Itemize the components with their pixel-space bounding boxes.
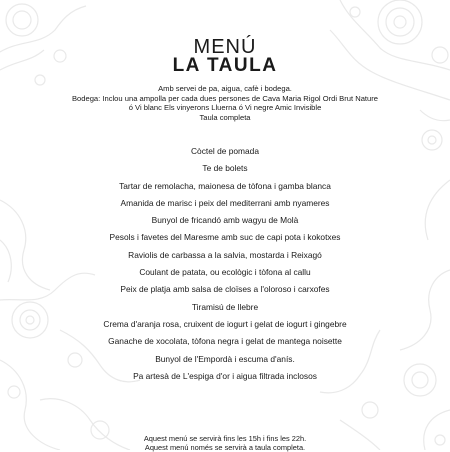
menu-item: Peix de platja amb salsa de cloïses a l'oloroso i carxofes <box>120 284 330 295</box>
footer-line-hours: Aquest menú se servirà fins les 15h i fins les 22h. <box>143 434 307 443</box>
menu-item: Coulant de patata, ou ecològic i tòfona al callu <box>139 267 311 278</box>
menu-item: Còctel de pomada <box>191 146 259 156</box>
footer-line-table: Aquest menú només se servirà a taula completa. <box>144 443 306 452</box>
menu-items-list <box>0 143 450 385</box>
menu-footer <box>0 434 450 452</box>
menu-subtitle: LA TAULA <box>172 55 278 76</box>
menu-item: Tartar de remolacha, maionesa de tòfona i gamba blanca <box>119 180 331 191</box>
menu-item: Ganache de xocolata, tòfona negra i gelat de mantega noisette <box>108 336 342 347</box>
menu-item: Bunyol de l'Empordà i escuma d'anís. <box>155 353 295 364</box>
info-line-bodega: Bodega: Inclou una ampolla per cada dues persones de Cava Maria Rigol Ordi Brut Nature <box>71 93 379 103</box>
menu-item: Amanida de marisc i peix del mediterrani amb nyameres <box>120 197 330 208</box>
menu-item: Pesols i favetes del Maresme amb suc de capi pota i kokotxes <box>109 232 341 243</box>
menu-info <box>0 84 450 122</box>
info-line-service: Amb servei de pa, aigua, cafè i bodega. <box>158 84 292 93</box>
menu-item: Crema d'aranja rosa, cruixent de iogurt i gelat de iogurt i gingebre <box>103 318 347 329</box>
menu-item: Pa artesà de L'espiga d'or i aigua filtrada inclosos <box>133 370 317 381</box>
menu-item: Raviolis de carbassa a la salvia, mostarda i Reixagó <box>128 249 322 260</box>
menu-item: Tiramisú de llebre <box>191 301 259 312</box>
menu-title: MENÚ <box>193 36 257 58</box>
info-line-table: Taula completa <box>199 112 251 122</box>
info-line-wines: ó Vi blanc Els vinyerons Lluerna ó Vi negre Amic Invisible <box>128 103 322 113</box>
menu-item: Bunyol de fricandó amb wagyu de Molà <box>151 215 299 226</box>
menu-item: Te de bolets <box>202 163 248 174</box>
